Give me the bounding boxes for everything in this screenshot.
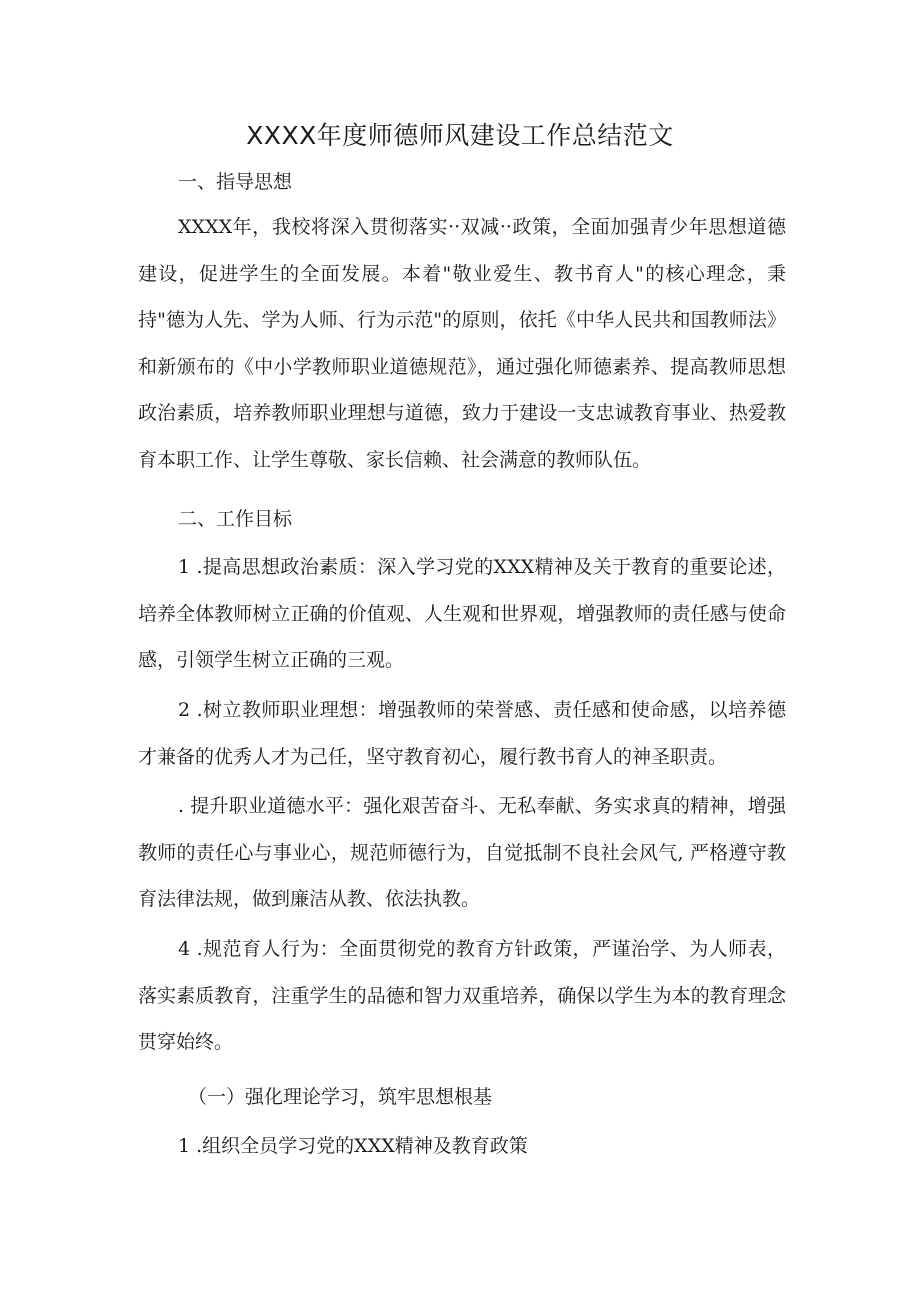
document-title: XXXX年度师德师风建设工作总结范文 [246,121,674,150]
subsection-heading-theory-study: （一）强化理论学习，筑牢思想根基 [188,1086,493,1108]
goal-item-3: . 提升职业道德水平：强化艰苦奋斗、无私奉献、务实求真的精神，增强教师的责任心与事业心，规范师德行为，自觉抵制不良社会风气, 严格遵守教育法律法规，做到廉洁从教、依法执教。 [138,795,786,910]
goal-item-1: 1 .提高思想政治素质：深入学习党的XXX精神及关于教育的重要论述，培养全体教师树立正确的价值观、人生观和世界观，增强教师的责任感与使命感，引领学生树立正确的三观。 [138,556,786,671]
goal-item-4: 4 .规范育人行为：全面贯彻党的教育方针政策，严谨治学、为人师表，落实素质教育，注重学生的品德和智力双重培养，确保以学生为本的教育理念贯穿始终。 [138,938,786,1053]
goal-item-2: 2 .树立教师职业理想：增强教师的荣誉感、责任感和使命感，以培养德才兼备的优秀人才为己任，坚守教育初心，履行教书育人的神圣职责。 [138,699,786,768]
section-heading-work-goals: 二、工作目标 [178,508,293,530]
section-heading-guiding-ideology: 一、指导思想 [178,171,293,193]
subsection-item-1: 1 .组织全员学习党的XXX精神及教育政策 [178,1135,528,1157]
guiding-ideology-paragraph: XXXX年，我校将深入贯彻落实··双减··政策，全面加强青少年思想道德建设，促进学生的全面发展。本着"敬业爱生、教书育人"的核心理念，秉持"德为人先、学为人师、行为示范"的原则，依托《中华人民共和国教师法》和新颁布的《中小学教师职业道德规范》，通过强化师德素养、提高教师思想政治素质，培养教师职业理想与道德，致力于建设一支忠诚教育事业、热爱教育本职工作、让学生尊敬、家长信赖、社会满意的教师队伍。 [138,216,786,471]
